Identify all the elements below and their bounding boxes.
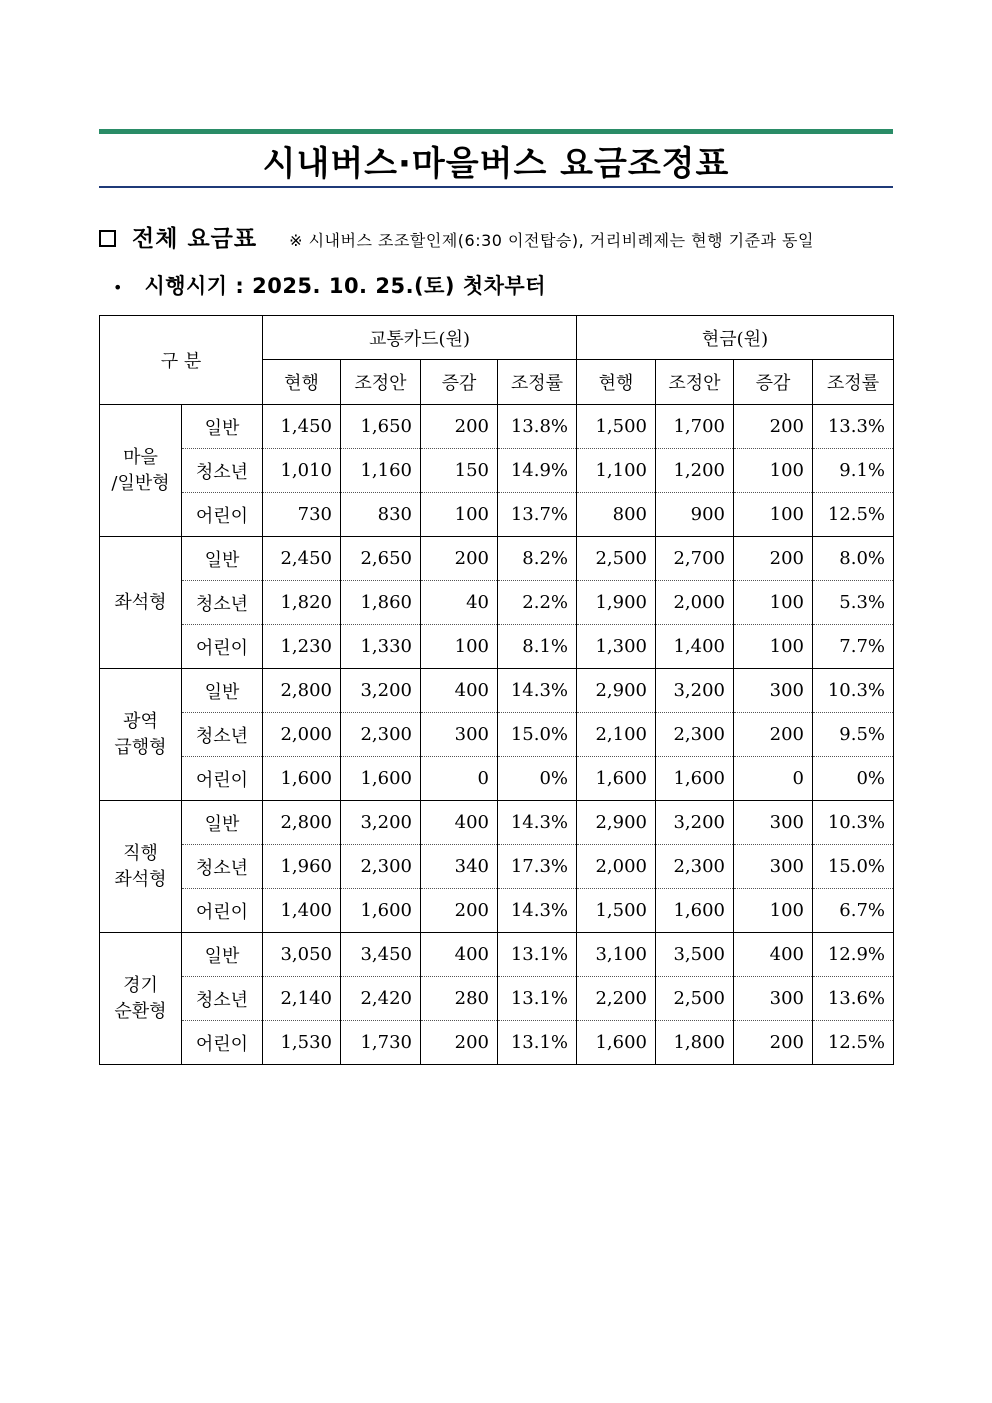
cash-change: 300 bbox=[734, 801, 813, 845]
card-proposed: 1,160 bbox=[341, 449, 421, 493]
cash-rate: 7.7% bbox=[813, 625, 894, 669]
card-change: 280 bbox=[421, 977, 498, 1021]
card-proposed: 1,330 bbox=[341, 625, 421, 669]
card-current: 2,000 bbox=[263, 713, 341, 757]
category-cell bbox=[100, 669, 182, 801]
fare-type: 일반 bbox=[182, 801, 263, 845]
card-proposed: 2,300 bbox=[341, 713, 421, 757]
card-rate: 2.2% bbox=[498, 581, 577, 625]
table-row bbox=[100, 581, 894, 625]
category-name-line2: /일반형 bbox=[111, 472, 170, 494]
checkbox-icon bbox=[99, 230, 116, 247]
category-name: 경기 bbox=[123, 974, 158, 996]
cash-change: 200 bbox=[734, 713, 813, 757]
table-row bbox=[100, 1021, 894, 1065]
group-header-cash: 현금(원) bbox=[577, 316, 894, 360]
card-current: 1,230 bbox=[263, 625, 341, 669]
card-rate: 13.1% bbox=[498, 977, 577, 1021]
fare-type: 어린이 bbox=[182, 625, 263, 669]
fare-type: 일반 bbox=[182, 933, 263, 977]
card-proposed: 3,200 bbox=[341, 669, 421, 713]
category-name: 광역 bbox=[123, 710, 158, 732]
table-row bbox=[100, 713, 894, 757]
table-row bbox=[100, 757, 894, 801]
table-row bbox=[100, 449, 894, 493]
table-row bbox=[100, 889, 894, 933]
table-row bbox=[100, 977, 894, 1021]
card-rate: 13.8% bbox=[498, 405, 577, 449]
cash-change: 100 bbox=[734, 493, 813, 537]
card-change: 100 bbox=[421, 493, 498, 537]
cash-change: 100 bbox=[734, 581, 813, 625]
card-change: 400 bbox=[421, 669, 498, 713]
effective-date-line bbox=[113, 270, 546, 300]
card-rate: 13.1% bbox=[498, 1021, 577, 1065]
card-change: 400 bbox=[421, 801, 498, 845]
table-row bbox=[100, 801, 894, 845]
category-name: 좌석형 bbox=[114, 591, 167, 613]
cash-proposed: 1,600 bbox=[656, 757, 734, 801]
cash-current: 1,600 bbox=[577, 1021, 656, 1065]
cash-rate: 12.5% bbox=[813, 1021, 894, 1065]
cash-proposed: 2,000 bbox=[656, 581, 734, 625]
fare-type: 청소년 bbox=[182, 449, 263, 493]
cash-proposed: 1,600 bbox=[656, 889, 734, 933]
card-rate: 15.0% bbox=[498, 713, 577, 757]
bullet-icon: • bbox=[113, 278, 123, 297]
col-header: 조정률 bbox=[813, 360, 894, 405]
cash-current: 2,200 bbox=[577, 977, 656, 1021]
card-change: 200 bbox=[421, 889, 498, 933]
cash-proposed: 3,500 bbox=[656, 933, 734, 977]
category-cell bbox=[100, 933, 182, 1065]
card-proposed: 830 bbox=[341, 493, 421, 537]
cash-rate: 13.3% bbox=[813, 405, 894, 449]
category-name-line2: 순환형 bbox=[114, 1000, 167, 1022]
cash-current: 1,100 bbox=[577, 449, 656, 493]
cash-change: 100 bbox=[734, 625, 813, 669]
cash-rate: 13.6% bbox=[813, 977, 894, 1021]
card-proposed: 1,860 bbox=[341, 581, 421, 625]
category-name-line2: 급행형 bbox=[114, 736, 167, 758]
card-rate: 14.9% bbox=[498, 449, 577, 493]
cash-change: 0 bbox=[734, 757, 813, 801]
table-row bbox=[100, 933, 894, 977]
table-row bbox=[100, 537, 894, 581]
cash-current: 800 bbox=[577, 493, 656, 537]
fare-table bbox=[99, 315, 894, 1065]
card-current: 1,960 bbox=[263, 845, 341, 889]
col-header: 현행 bbox=[263, 360, 341, 405]
cash-rate: 9.1% bbox=[813, 449, 894, 493]
cash-rate: 0% bbox=[813, 757, 894, 801]
card-rate: 0% bbox=[498, 757, 577, 801]
fare-type: 어린이 bbox=[182, 493, 263, 537]
cash-current: 3,100 bbox=[577, 933, 656, 977]
card-rate: 13.7% bbox=[498, 493, 577, 537]
cash-proposed: 1,700 bbox=[656, 405, 734, 449]
cash-current: 1,500 bbox=[577, 405, 656, 449]
fare-type: 일반 bbox=[182, 537, 263, 581]
card-current: 1,010 bbox=[263, 449, 341, 493]
card-proposed: 1,650 bbox=[341, 405, 421, 449]
col-header: 조정률 bbox=[498, 360, 577, 405]
card-proposed: 3,200 bbox=[341, 801, 421, 845]
cash-change: 300 bbox=[734, 669, 813, 713]
cash-rate: 6.7% bbox=[813, 889, 894, 933]
card-change: 200 bbox=[421, 405, 498, 449]
category-name-line2: 좌석형 bbox=[114, 868, 167, 890]
col-header: 증감 bbox=[734, 360, 813, 405]
fare-type: 청소년 bbox=[182, 581, 263, 625]
card-current: 2,450 bbox=[263, 537, 341, 581]
cash-proposed: 1,200 bbox=[656, 449, 734, 493]
card-current: 2,800 bbox=[263, 801, 341, 845]
card-proposed: 2,650 bbox=[341, 537, 421, 581]
card-proposed: 3,450 bbox=[341, 933, 421, 977]
cash-proposed: 3,200 bbox=[656, 669, 734, 713]
cash-proposed: 2,700 bbox=[656, 537, 734, 581]
cash-change: 300 bbox=[734, 977, 813, 1021]
card-change: 150 bbox=[421, 449, 498, 493]
section-note: ※ 시내버스 조조할인제(6:30 이전탑승), 거리비례제는 현행 기준과 동일 bbox=[289, 231, 814, 250]
col-header: 증감 bbox=[421, 360, 498, 405]
effective-date: 시행시기 : 2025. 10. 25.(토) 첫차부터 bbox=[144, 274, 546, 298]
cash-rate: 9.5% bbox=[813, 713, 894, 757]
col-header: 현행 bbox=[577, 360, 656, 405]
cash-proposed: 2,300 bbox=[656, 713, 734, 757]
fare-type: 일반 bbox=[182, 405, 263, 449]
card-rate: 13.1% bbox=[498, 933, 577, 977]
fare-type: 일반 bbox=[182, 669, 263, 713]
cash-proposed: 900 bbox=[656, 493, 734, 537]
group-header-card: 교통카드(원) bbox=[263, 316, 577, 360]
title-block bbox=[99, 129, 893, 188]
card-rate: 8.2% bbox=[498, 537, 577, 581]
category-name: 마을 bbox=[123, 446, 158, 468]
col-header: 조정안 bbox=[656, 360, 734, 405]
card-proposed: 1,600 bbox=[341, 889, 421, 933]
fare-type: 어린이 bbox=[182, 889, 263, 933]
section-heading bbox=[99, 220, 899, 253]
card-change: 300 bbox=[421, 713, 498, 757]
cash-change: 200 bbox=[734, 1021, 813, 1065]
card-proposed: 2,420 bbox=[341, 977, 421, 1021]
category-cell bbox=[100, 801, 182, 933]
table-row bbox=[100, 405, 894, 449]
table-row bbox=[100, 493, 894, 537]
cash-proposed: 2,300 bbox=[656, 845, 734, 889]
cash-rate: 12.9% bbox=[813, 933, 894, 977]
cash-current: 2,500 bbox=[577, 537, 656, 581]
card-change: 200 bbox=[421, 537, 498, 581]
cash-current: 1,500 bbox=[577, 889, 656, 933]
col-header: 조정안 bbox=[341, 360, 421, 405]
card-proposed: 1,600 bbox=[341, 757, 421, 801]
card-proposed: 2,300 bbox=[341, 845, 421, 889]
card-change: 100 bbox=[421, 625, 498, 669]
card-rate: 8.1% bbox=[498, 625, 577, 669]
category-cell bbox=[100, 405, 182, 537]
card-current: 1,450 bbox=[263, 405, 341, 449]
cash-current: 2,100 bbox=[577, 713, 656, 757]
cash-change: 200 bbox=[734, 537, 813, 581]
table-row bbox=[100, 669, 894, 713]
fare-type: 청소년 bbox=[182, 977, 263, 1021]
card-current: 730 bbox=[263, 493, 341, 537]
card-rate: 17.3% bbox=[498, 845, 577, 889]
cash-current: 2,900 bbox=[577, 801, 656, 845]
cash-change: 400 bbox=[734, 933, 813, 977]
cash-rate: 10.3% bbox=[813, 801, 894, 845]
cash-rate: 15.0% bbox=[813, 845, 894, 889]
card-current: 2,140 bbox=[263, 977, 341, 1021]
category-cell bbox=[100, 537, 182, 669]
cash-current: 1,600 bbox=[577, 757, 656, 801]
cash-change: 100 bbox=[734, 889, 813, 933]
card-rate: 14.3% bbox=[498, 889, 577, 933]
cash-change: 100 bbox=[734, 449, 813, 493]
cash-current: 2,000 bbox=[577, 845, 656, 889]
table-row bbox=[100, 845, 894, 889]
title-bottom-rule bbox=[99, 186, 893, 188]
card-current: 1,530 bbox=[263, 1021, 341, 1065]
card-current: 3,050 bbox=[263, 933, 341, 977]
fare-type: 청소년 bbox=[182, 713, 263, 757]
page-title: 시내버스·마을버스 요금조정표 bbox=[262, 143, 730, 184]
card-current: 1,600 bbox=[263, 757, 341, 801]
card-change: 40 bbox=[421, 581, 498, 625]
card-rate: 14.3% bbox=[498, 669, 577, 713]
cash-proposed: 1,800 bbox=[656, 1021, 734, 1065]
card-change: 400 bbox=[421, 933, 498, 977]
cash-change: 300 bbox=[734, 845, 813, 889]
fare-type: 어린이 bbox=[182, 757, 263, 801]
cash-change: 200 bbox=[734, 405, 813, 449]
cash-proposed: 2,500 bbox=[656, 977, 734, 1021]
cash-current: 1,300 bbox=[577, 625, 656, 669]
cash-current: 2,900 bbox=[577, 669, 656, 713]
cash-rate: 5.3% bbox=[813, 581, 894, 625]
card-current: 1,400 bbox=[263, 889, 341, 933]
section-title: 전체 요금표 bbox=[132, 226, 258, 252]
cash-rate: 12.5% bbox=[813, 493, 894, 537]
category-name: 직행 bbox=[123, 842, 158, 864]
table-row bbox=[100, 625, 894, 669]
fare-type: 청소년 bbox=[182, 845, 263, 889]
cash-proposed: 1,400 bbox=[656, 625, 734, 669]
card-current: 1,820 bbox=[263, 581, 341, 625]
cash-current: 1,900 bbox=[577, 581, 656, 625]
cash-rate: 10.3% bbox=[813, 669, 894, 713]
card-change: 0 bbox=[421, 757, 498, 801]
card-change: 340 bbox=[421, 845, 498, 889]
card-current: 2,800 bbox=[263, 669, 341, 713]
card-change: 200 bbox=[421, 1021, 498, 1065]
fare-type: 어린이 bbox=[182, 1021, 263, 1065]
card-rate: 14.3% bbox=[498, 801, 577, 845]
cash-proposed: 3,200 bbox=[656, 801, 734, 845]
cash-rate: 8.0% bbox=[813, 537, 894, 581]
card-proposed: 1,730 bbox=[341, 1021, 421, 1065]
corner-header: 구 분 bbox=[100, 316, 263, 405]
